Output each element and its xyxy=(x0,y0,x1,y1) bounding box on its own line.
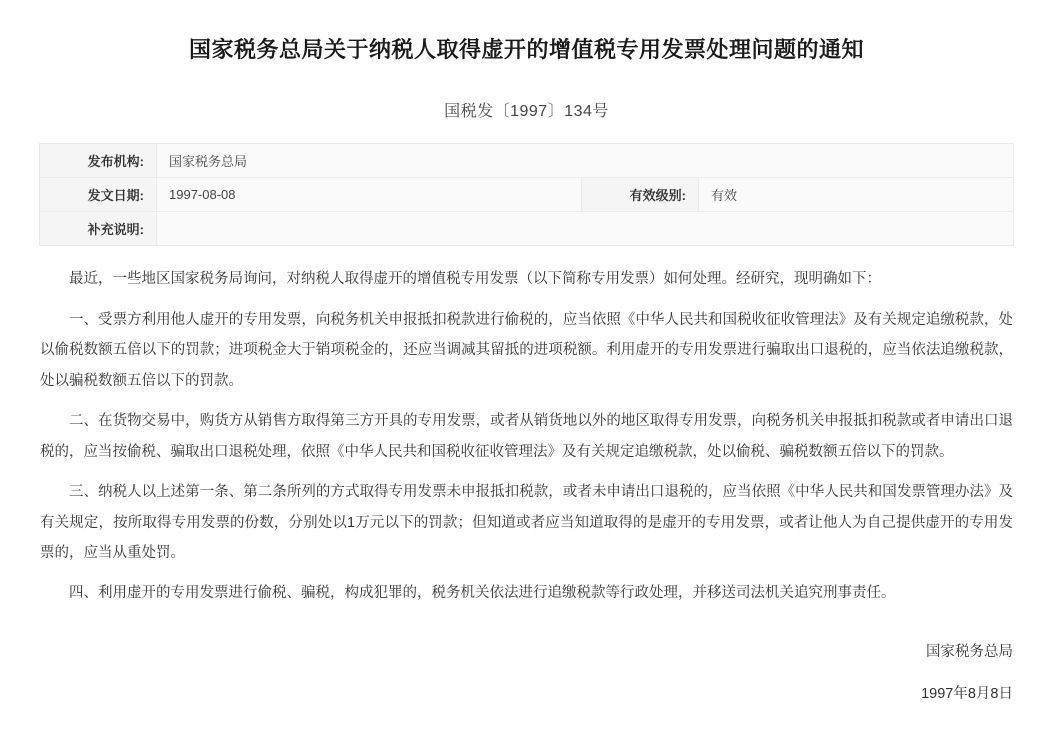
validity-value: 有效 xyxy=(699,178,1014,212)
supplement-label: 补充说明: xyxy=(40,212,157,246)
validity-label: 有效级别: xyxy=(582,178,699,212)
table-row xyxy=(40,212,1014,246)
date-label: 发文日期: xyxy=(40,178,157,212)
document-number: 国税发〔1997〕134号 xyxy=(444,103,609,121)
document-metadata-table xyxy=(39,143,1014,246)
table-row xyxy=(40,144,1014,178)
signature-issuer: 国家税务总局 xyxy=(926,643,1013,660)
supplement-value xyxy=(157,212,1014,246)
issuer-label: 发布机构: xyxy=(40,144,157,178)
paragraph: 四、利用虚开的专用发票进行偷税、骗税，构成犯罪的，税务机关依法进行追缴税款等行政处理，并移送司法机关追究刑事责任。 xyxy=(69,585,896,602)
document-body xyxy=(0,246,1053,608)
paragraph: 二、在货物交易中，购货方从销售方取得第三方开具的专用发票，或者从销货地以外的地区取得专用发票，向税务机关申报抵扣税款或者申请出口退税的，应当按偷税、骗取出口退税处理，依照《中华人民共和国税收征收管理法》及有关规定追缴税款，处以偷税、骗税数额五倍以下的罚款。 xyxy=(40,413,1013,460)
document-page xyxy=(0,15,1053,730)
paragraph: 一、受票方利用他人虚开的专用发票，向税务机关申报抵扣税款进行偷税的，应当依照《中华人民共和国税收征收管理法》及有关规定追缴税款，处以偷税数额五倍以下的罚款；进项税金大于销项税金的，还应当调减其留抵的进项税额。利用虚开的专用发票进行骗取出口退税的，应当依法追缴税款，处以骗税数额五倍以下的罚款。 xyxy=(40,311,1013,389)
table-row xyxy=(40,178,1014,212)
signature-date: 1997年8月8日 xyxy=(921,686,1013,703)
date-value: 1997-08-08 xyxy=(157,178,582,212)
issuer-value: 国家税务总局 xyxy=(157,144,1014,178)
paragraph: 三、纳税人以上述第一条、第二条所列的方式取得专用发票未申报抵扣税款，或者未申请出口退税的，应当依照《中华人民共和国发票管理办法》及有关规定，按所取得专用发票的份数，分别处以1万元以下的罚款；但知道或者应当知道取得的是虚开的专用发票，或者让他人为自己提供虚开的专用发票的，应当从重处罚。 xyxy=(40,484,1013,561)
page-title: 国家税务总局关于纳税人取得虚开的增值税专用发票处理问题的通知 xyxy=(188,36,864,62)
paragraph: 最近，一些地区国家税务局询问，对纳税人取得虚开的增值税专用发票（以下简称专用发票）如何处理。经研究，现明确如下： xyxy=(69,271,881,288)
